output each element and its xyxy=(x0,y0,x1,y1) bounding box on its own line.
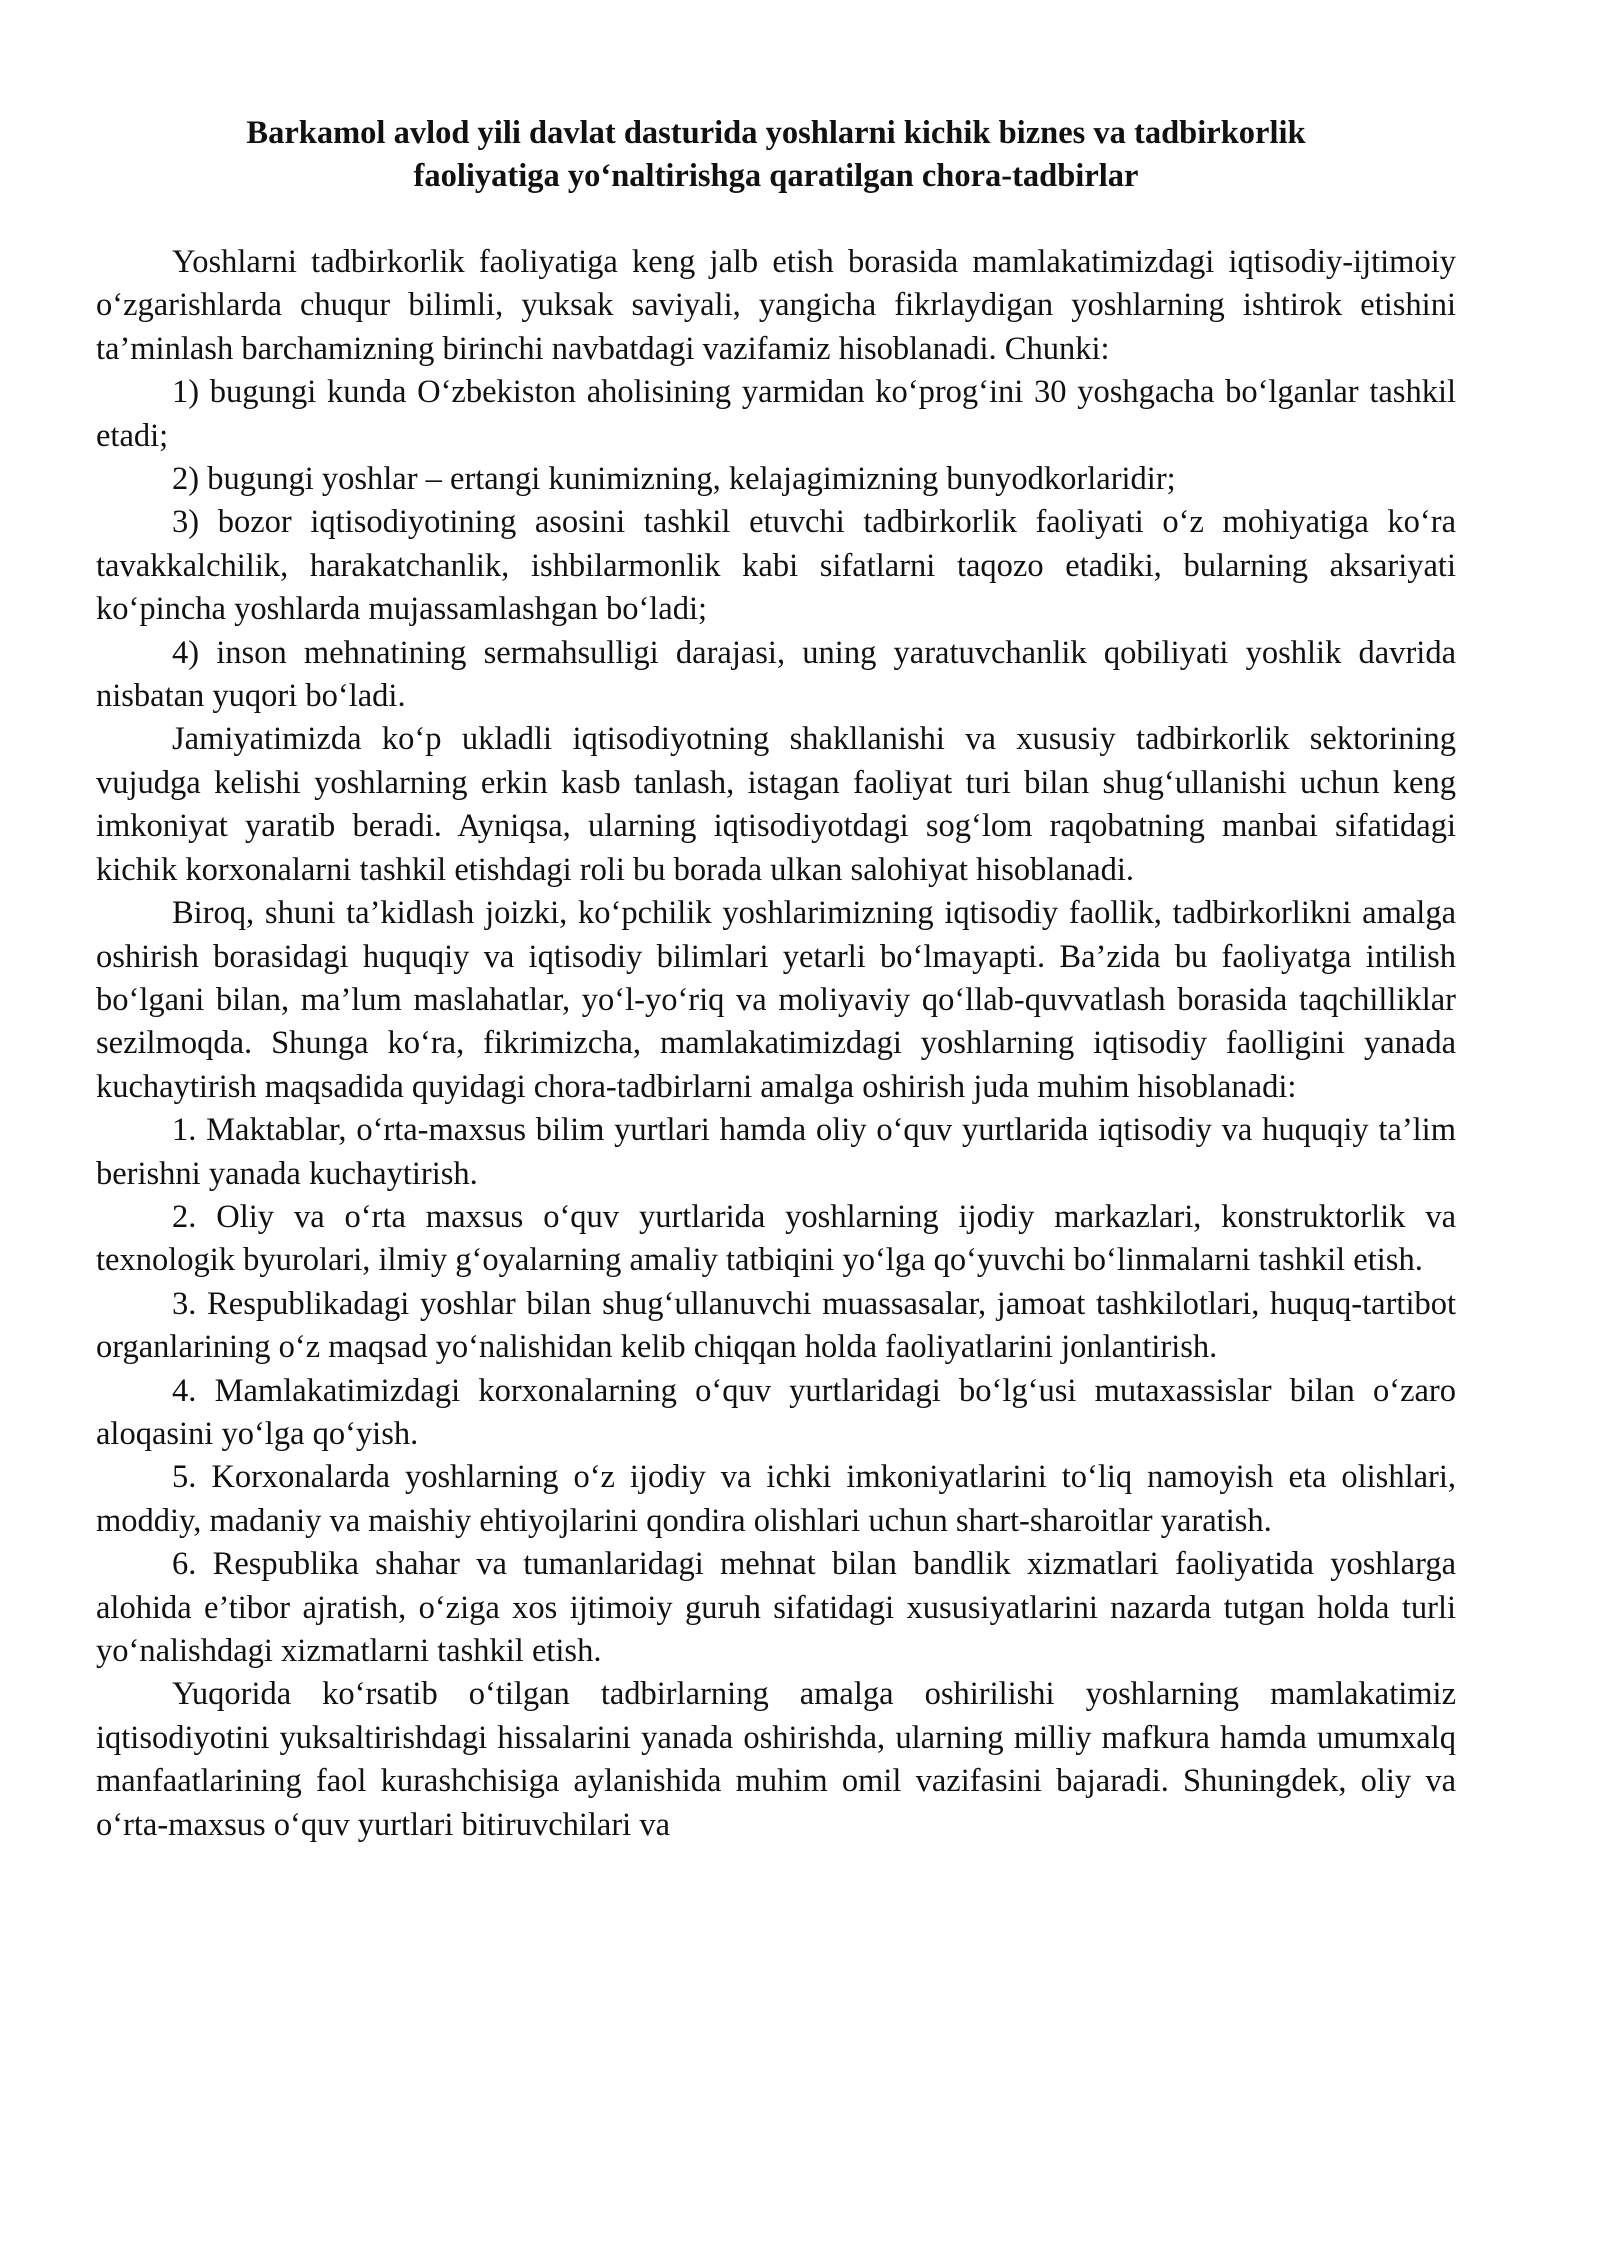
paragraph-measure-6: 6. Respublika shahar va tumanlaridagi mehnat bilan bandlik xizmatlari faoliyatida yoshlarga alohida e’tibor ajratish, o‘ziga xos ijtimoiy guruh sifatidagi xususiyatlarini nazarda tutgan holda turli yo‘nalishdagi xizmatlarni tashkil etish. xyxy=(96,1546,1456,1669)
document-title xyxy=(96,112,1456,198)
paragraph-measure-1: 1. Maktablar, o‘rta-maxsus bilim yurtlari hamda oliy o‘quv yurtlarida iqtisodiy va huquqiy ta’lim berishni yanada kuchaytirish. xyxy=(96,1112,1456,1192)
paragraph-reason-1: 1) bugungi kunda O‘zbekiston aholisining yarmidan ko‘prog‘ini 30 yoshgacha bo‘lganlar tashkil etadi; xyxy=(96,374,1456,454)
paragraph-intro: Yoshlarni tadbirkorlik faoliyatiga keng jalb etish borasida mamlakatimizdagi iqtisodiy-ijtimoiy o‘zgarishlarda chuqur bilimli, yuksak saviyali, yangicha fikrlaydigan yoshlarning ishtirok etishini ta’minlash barchamizning birinchi navbatdagi vazifamiz hisoblanadi. Chunki: xyxy=(96,244,1456,367)
paragraph-measure-2: 2. Oliy va o‘rta maxsus o‘quv yurtlarida yoshlarning ijodiy markazlari, konstruktorlik va texnologik byurolari, ilmiy g‘oyalarning amaliy tatbiqini yo‘lga qo‘yuvchi bo‘linmalarni tashkil etish. xyxy=(96,1198,1456,1279)
paragraph-society: Jamiyatimizda ko‘p ukladli iqtisodiyotning shakllanishi va xususiy tadbirkorlik sektorining vujudga kelishi yoshlarning erkin kasb tanlash, istagan faoliyat turi bilan shug‘ullanishi uchun keng imkoniyat yaratib beradi. Ayniqsa, ularning iqtisodiyotdagi sog‘lom raqobatning manbai sifatidagi kichik korxonalarni tashkil etishdagi roli bu borada ulkan salohiyat hisoblanadi. xyxy=(96,721,1456,888)
document-page xyxy=(96,112,1456,1847)
title-line-2: faoliyatiga yo‘naltirishga qaratilgan chora-tadbirlar xyxy=(413,158,1139,194)
paragraph-reason-3: 3) bozor iqtisodiyotining asosini tashkil etuvchi tadbirkorlik faoliyati o‘z mohiyatiga ko‘ra tavakkalchilik, harakatchanlik, ishbilarmonlik kabi sifatlarni taqozo etadiki, bularning aksariyati ko‘pincha yoshlarda mujassamlashgan bo‘ladi; xyxy=(96,504,1456,628)
paragraph-measure-3: 3. Respublikadagi yoshlar bilan shug‘ullanuvchi muassasalar, jamoat tashkilotlari, huquq-tartibot organlarining o‘z maqsad yo‘nalishidan kelib chiqqan holda faoliyatlarini jonlantirish. xyxy=(96,1285,1456,1366)
title-line-1: Barkamol avlod yili davlat dasturida yoshlarni kichik biznes va tadbirkorlik xyxy=(246,115,1306,151)
paragraph-reason-2: 2) bugungi yoshlar – ertangi kunimizning, kelajagimizning bunyodkorlaridir; xyxy=(172,461,1176,498)
paragraph-conclusion: Yuqorida ko‘rsatib o‘tilgan tadbirlarning amalga oshirilishi yoshlarning mamlakatimiz iqtisodiyotini yuksaltirishdagi hissalarini yanada oshirishda, ularning milliy mafkura hamda umumxalq manfaatlarining faol kurashchisiga aylanishida muhim omil vazifasini bajaradi. Shuningdek, oliy va o‘rta-maxsus o‘quv yurtlari bitiruvchilari va xyxy=(96,1676,1456,1843)
paragraph-however: Biroq, shuni ta’kidlash joizki, ko‘pchilik yoshlarimizning iqtisodiy faollik, tadbirkorlikni amalga oshirish borasidagi huquqiy va iqtisodiy bilimlari yetarli bo‘lmayapti. Ba’zida bu faoliyatga intilish bo‘lgani bilan, ma’lum maslahatlar, yo‘l-yo‘riq va moliyaviy qo‘llab-quvvatlash borasida taqchilliklar sezilmoqda. Shunga ko‘ra, fikrimizcha, mamlakatimizdagi yoshlarning iqtisodiy faolligini yanada kuchaytirish maqsadida quyidagi chora-tadbirlarni amalga oshirish juda muhim hisoblanadi: xyxy=(96,895,1456,1105)
paragraph-measure-5: 5. Korxonalarda yoshlarning o‘z ijodiy va ichki imkoniyatlarini to‘liq namoyish eta olishlari, moddiy, madaniy va maishiy ehtiyojlarini qondira olishlari uchun shart-sharoitlar yaratish. xyxy=(96,1459,1456,1539)
paragraph-reason-4: 4) inson mehnatining sermahsulligi darajasi, uning yaratuvchanlik qobiliyati yoshlik davrida nisbatan yuqori bo‘ladi. xyxy=(96,634,1456,715)
document-body xyxy=(96,241,1456,1847)
paragraph-measure-4: 4. Mamlakatimizdagi korxonalarning o‘quv yurtlaridagi bo‘lg‘usi mutaxassislar bilan o‘zaro aloqasini yo‘lga qo‘yish. xyxy=(96,1372,1456,1452)
